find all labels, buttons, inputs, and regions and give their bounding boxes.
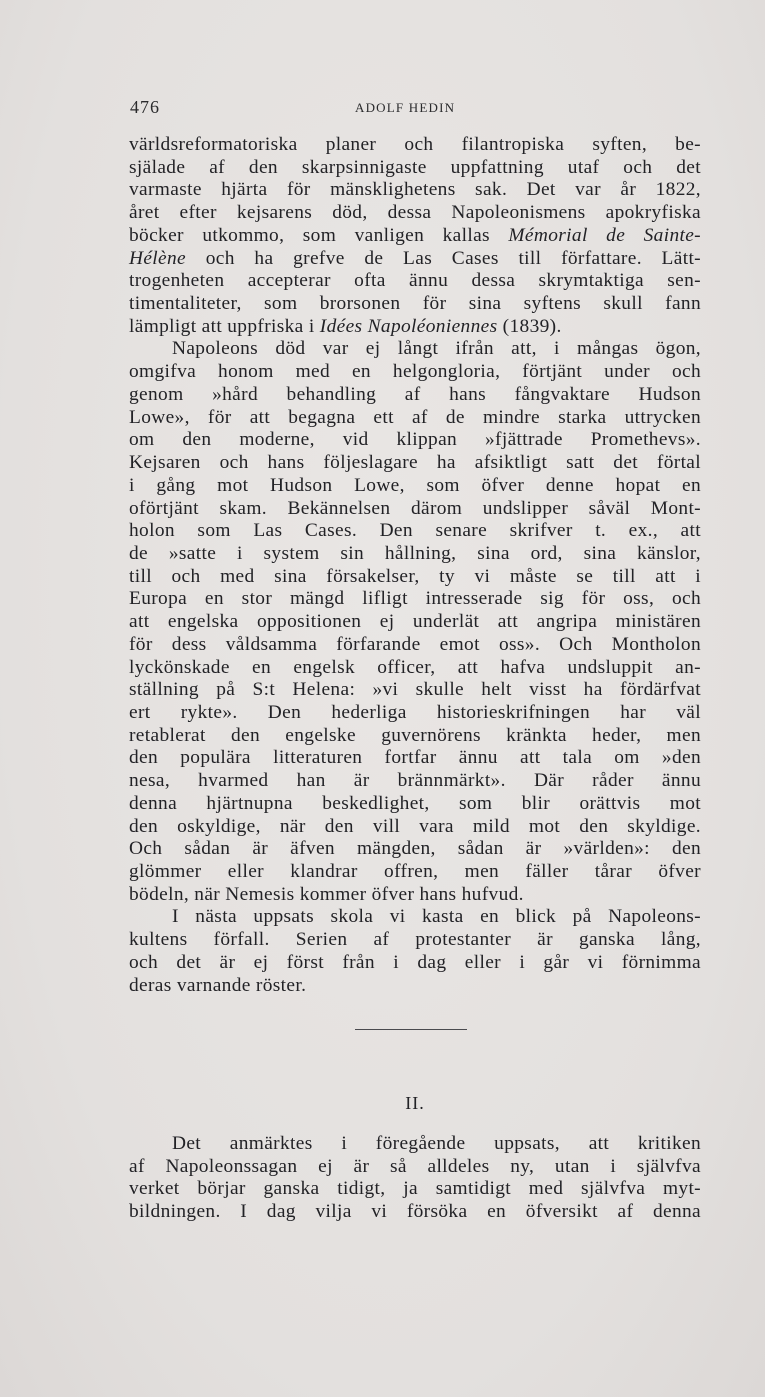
text-span: lämpligt att uppfriska i <box>129 315 320 337</box>
text-span: (1839). <box>497 315 562 337</box>
text-line: oförtjänt skam. Bekännelsen därom undslipper såväl Mont- <box>129 497 701 519</box>
text-line: den populära litteraturen fortfar ännu att tala om »den <box>129 747 701 769</box>
section-heading: II. <box>405 1093 425 1113</box>
section-1-text <box>129 134 701 997</box>
text-line: att engelska oppositionen ej underlät att angripa ministären <box>129 611 701 633</box>
text-line: verket börjar ganska tidigt, ja samtidigt med självfva myt- <box>129 1178 701 1200</box>
text-line: af Napoleonssagan ej är så alldeles ny, utan i självfva <box>129 1155 701 1177</box>
text-line: Kejsaren och hans följeslagare ha afsiktligt satt det förtal <box>129 452 701 474</box>
text-span: och ha grefve de Las Cases till författare. Lätt- <box>186 247 701 269</box>
text-line: Det anmärktes i föregående uppsats, att kritiken <box>172 1133 701 1154</box>
text-line: Europa en stor mängd lifligt intresserade sig för oss, och <box>129 588 701 610</box>
text-line: världsreformatoriska planer och filantropiska syften, be- <box>129 134 701 155</box>
text-line: Napoleons död var ej långt ifrån att, i mångas ögon, <box>172 338 701 360</box>
text-line: omgifva honom med en helgongloria, förtjänt under och <box>129 361 701 383</box>
paragraph-next-essay <box>129 906 701 997</box>
italic-title: Idées Napoléoniennes <box>319 315 498 337</box>
text-line <box>129 316 701 339</box>
text-line: nesa, hvarmed han är brännmärkt». Där råder ännu <box>129 770 701 792</box>
text-line <box>129 248 701 271</box>
text-line: till och med sina försakelser, ty vi måste se till att i <box>129 565 701 587</box>
text-line: denna hjärtnupna beskedlighet, som blir orättvis mot <box>129 792 701 814</box>
text-line: de »satte i system sin hållning, sina ord, sina känslor, <box>129 542 701 564</box>
text-line: för dess våldsamma förfarande emot oss». Och Montholon <box>129 633 701 655</box>
text-line: trogenheten accepterar ofta ännu dessa skrymtaktiga sen- <box>129 270 701 292</box>
text-line: året efter kejsarens död, dessa Napoleonismens apokryfiska <box>129 202 701 224</box>
text-line <box>129 225 701 248</box>
text-line: kultens förfall. Serien af protestanter är ganska lång, <box>129 929 701 951</box>
text-line: om den moderne, vid klippan »fjättrade Promethevs». <box>129 429 701 451</box>
text-line: Och sådan är äfven mängden, sådan är »världen»: den <box>129 838 701 860</box>
paragraph-criticism <box>129 1133 701 1224</box>
page-number: 476 <box>130 97 160 117</box>
text-line: genom »hård behandling af hans fångvaktare Hudson <box>129 383 701 405</box>
text-line: timentaliteter, som brorsonen för sina syftens skull fann <box>129 293 701 315</box>
text-line: bödeln, när Nemesis kommer öfver hans hufvud. <box>129 883 524 905</box>
running-title: ADOLF HEDIN <box>355 100 456 115</box>
text-line: retablerat den engelske guvernörens kränkta heder, men <box>129 724 701 746</box>
text-line: holon som Las Cases. Den senare skrifver t. ex., att <box>129 520 701 542</box>
text-line: varmaste hjärta för mänsklighetens sak. Det var år 1822, <box>129 179 701 201</box>
text-line: ställning på S:t Helena: »vi skulle helt visst ha fördärfvat <box>129 679 701 701</box>
text-line: i gång mot Hudson Lowe, som öfver denne hopat en <box>129 474 701 496</box>
text-line: den oskyldige, när den vill vara mild mot den skyldige. <box>129 815 701 837</box>
text-line: Lowe», för att begagna ett af de mindre starka uttrycken <box>129 406 701 428</box>
text-span: böcker utkommo, som vanligen kallas <box>129 224 509 246</box>
text-line: själade af den skarpsinnigaste uppfattning utaf och det <box>129 156 701 178</box>
text-line: deras varnande röster. <box>129 974 307 996</box>
paragraph-napoleon-death <box>129 338 701 906</box>
text-line: och det är ej först från i dag eller i går vi förnimma <box>129 951 701 973</box>
section-divider <box>355 1029 467 1030</box>
text-line: I nästa uppsats skola vi kasta en blick på Napoleons- <box>172 906 701 928</box>
page-header <box>130 97 700 121</box>
text-line: glömmer eller klandrar offren, men fäller tårar öfver <box>129 861 701 882</box>
italic-title: Mémorial de Sainte- <box>508 224 701 246</box>
text-line: ert rykte». Den hederliga historieskrifningen har väl <box>129 701 701 723</box>
italic-title: Hélène <box>129 247 187 269</box>
section-2-text <box>129 1133 701 1224</box>
text-line: lyckönskade en engelsk officer, att hafva undsluppit an- <box>129 656 701 678</box>
text-line: bildningen. I dag vilja vi försöka en öfversikt af denna <box>129 1201 701 1223</box>
